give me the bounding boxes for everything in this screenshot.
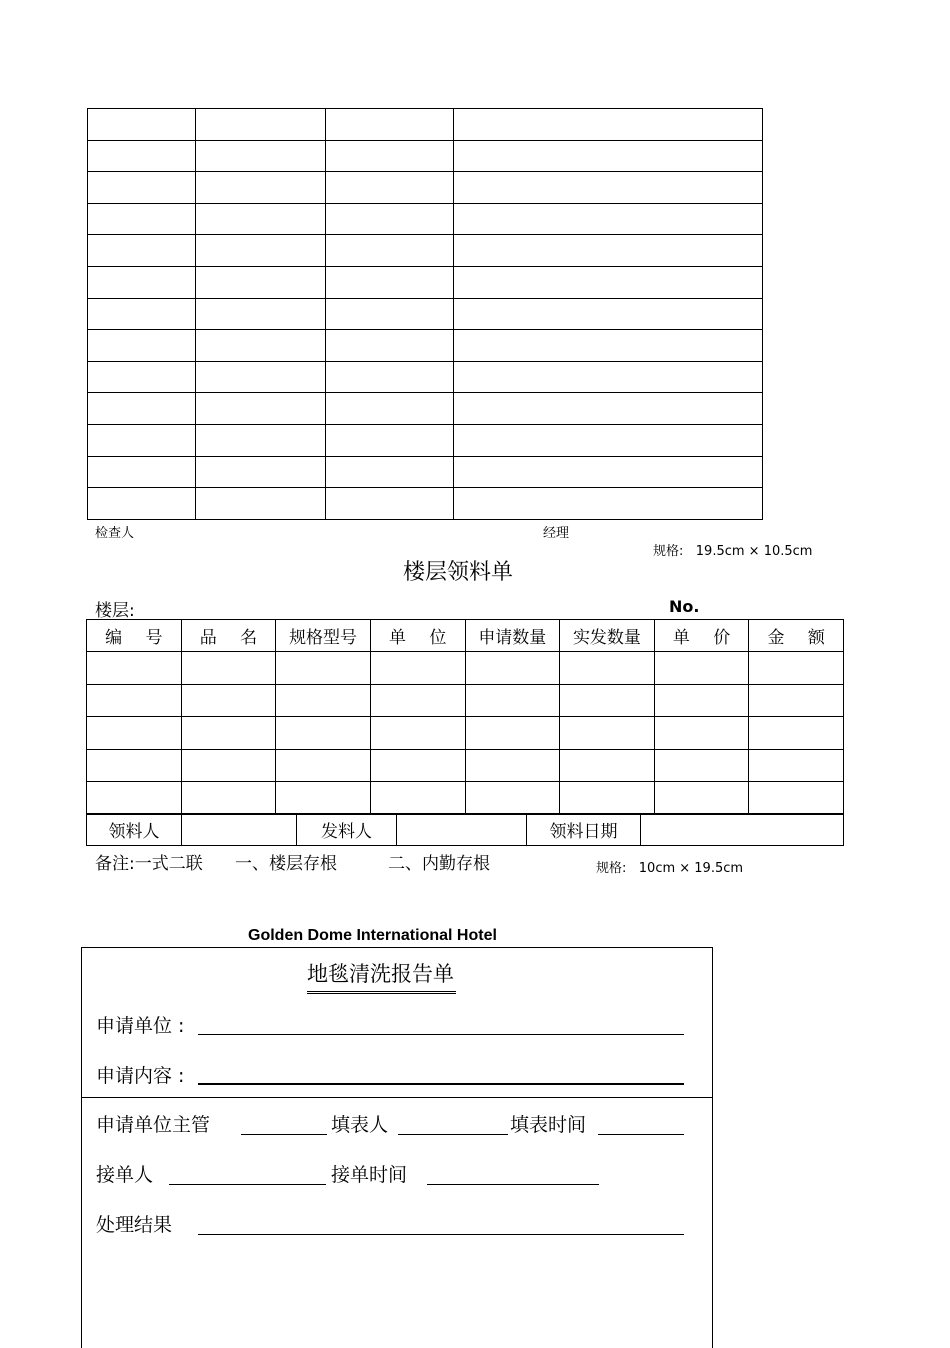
inspection-cell[interactable] [326,203,454,235]
inspection-cell[interactable] [196,298,326,330]
inspection-row [88,361,763,393]
header-spec-model: 规格型号 [276,620,371,652]
requisition-cell[interactable] [181,782,276,815]
inspection-row [88,488,763,520]
inspection-cell[interactable] [326,172,454,204]
requisition-row [87,782,844,815]
inspection-cell[interactable] [196,203,326,235]
requisition-cell[interactable] [370,749,465,782]
result-field[interactable] [198,1234,684,1235]
requisition-cell[interactable] [560,684,655,717]
requisition-cell[interactable] [87,749,182,782]
receiver-field[interactable] [169,1184,326,1185]
inspection-row [88,203,763,235]
inspection-cell[interactable] [454,266,763,298]
header-unit: 单 位 [370,620,465,652]
receiver-label: 领料人 [87,814,182,846]
requisition-row [87,684,844,717]
requisition-cell[interactable] [749,717,844,750]
unit-supervisor-label: 申请单位主管 [96,1114,211,1136]
requisition-cell[interactable] [654,684,749,717]
requisition-title: 楼层领料单 [403,560,514,585]
fill-time-field[interactable] [598,1134,684,1135]
section-divider [82,1097,712,1098]
header-requested-qty: 申请数量 [465,620,560,652]
inspection-cell[interactable] [196,235,326,267]
requisition-cell[interactable] [181,684,276,717]
inspection-cell[interactable] [454,298,763,330]
inspection-cell[interactable] [454,109,763,141]
inspection-cell[interactable] [454,488,763,520]
receiver-field[interactable] [182,814,297,846]
apply-unit-field[interactable] [198,1034,684,1035]
inspection-row [88,424,763,456]
inspection-cell[interactable] [454,235,763,267]
inspection-cell[interactable] [454,361,763,393]
manager-label: 经理 [543,526,570,541]
inspector-label: 检查人 [95,526,135,541]
inspection-cell[interactable] [88,172,196,204]
inspection-cell[interactable] [454,203,763,235]
inspection-cell[interactable] [454,172,763,204]
inspection-cell[interactable] [326,361,454,393]
header-issued-qty: 实发数量 [560,620,655,652]
inspection-cell[interactable] [326,235,454,267]
requisition-cell[interactable] [181,717,276,750]
remark-copy-1: 一、楼层存根 [235,854,337,874]
inspection-cell[interactable] [196,266,326,298]
inspection-row [88,456,763,488]
remark-copy-2: 二、内勤存根 [388,854,490,874]
requisition-cell[interactable] [465,652,560,685]
requisition-cell[interactable] [654,717,749,750]
requisition-cell[interactable] [749,782,844,815]
requisition-sign-row [86,813,844,846]
inspection-cell[interactable] [88,298,196,330]
floor-label: 楼层: [95,601,135,621]
filler-label: 填表人 [331,1114,389,1136]
inspection-cell[interactable] [88,109,196,141]
inspection-cell[interactable] [326,393,454,425]
apply-content-field[interactable] [198,1083,684,1085]
header-item-name: 品 名 [181,620,276,652]
receive-time-field[interactable] [427,1184,599,1185]
inspection-cell[interactable] [88,235,196,267]
inspection-cell[interactable] [196,172,326,204]
requisition-cell[interactable] [87,684,182,717]
date-field[interactable] [641,814,844,846]
requisition-cell[interactable] [465,717,560,750]
requisition-cell[interactable] [465,684,560,717]
requisition-spec: 规格: 10cm × 19.5cm [596,861,744,876]
requisition-cell[interactable] [276,652,371,685]
requisition-cell[interactable] [276,717,371,750]
requisition-cell[interactable] [370,684,465,717]
inspection-cell[interactable] [196,393,326,425]
requisition-cell[interactable] [560,749,655,782]
issuer-label: 发料人 [297,814,397,846]
date-label: 领料日期 [527,814,641,846]
inspection-row [88,330,763,362]
requisition-cell[interactable] [654,749,749,782]
inspection-cell[interactable] [326,266,454,298]
requisition-row [87,652,844,685]
inspection-cell[interactable] [88,456,196,488]
fill-time-label: 填表时间 [510,1114,587,1136]
header-amount: 金 额 [749,620,844,652]
requisition-row [87,749,844,782]
number-label: No. [669,597,700,616]
requisition-cell[interactable] [749,749,844,782]
inspection-cell[interactable] [88,424,196,456]
issuer-field[interactable] [397,814,527,846]
inspection-cell[interactable] [196,456,326,488]
inspection-cell[interactable] [326,109,454,141]
requisition-cell[interactable] [276,684,371,717]
inspection-cell[interactable] [326,330,454,362]
inspection-cell[interactable] [326,140,454,172]
requisition-cell[interactable] [465,749,560,782]
inspection-cell[interactable] [454,456,763,488]
apply-unit-label: 申请单位 : [96,1015,185,1037]
inspection-cell[interactable] [454,140,763,172]
receiver-label: 接单人 [96,1164,154,1186]
requisition-cell[interactable] [560,652,655,685]
requisition-cell[interactable] [749,684,844,717]
remark-prefix: 备注:一式二联 [95,854,203,874]
inspection-cell[interactable] [196,109,326,141]
inspection-row [88,140,763,172]
inspection-row [88,298,763,330]
inspection-cell[interactable] [454,393,763,425]
inspection-cell[interactable] [454,330,763,362]
unit-supervisor-field[interactable] [241,1134,327,1135]
carpet-report-form [81,947,713,1348]
requisition-cell[interactable] [654,652,749,685]
inspection-cell[interactable] [196,488,326,520]
requisition-cell[interactable] [181,749,276,782]
requisition-cell[interactable] [465,782,560,815]
requisition-cell[interactable] [181,652,276,685]
requisition-table [86,619,844,815]
inspection-cell[interactable] [454,424,763,456]
inspection-cell[interactable] [326,298,454,330]
inspection-cell[interactable] [88,140,196,172]
requisition-cell[interactable] [276,782,371,815]
report-title: 地毯清洗报告单 [307,958,456,994]
requisition-cell[interactable] [560,717,655,750]
inspection-row [88,393,763,425]
requisition-header-row [87,620,844,652]
apply-content-label: 申请内容 : [96,1065,185,1087]
inspection-cell[interactable] [88,361,196,393]
requisition-cell[interactable] [370,717,465,750]
inspection-cell[interactable] [88,393,196,425]
requisition-cell[interactable] [87,717,182,750]
requisition-cell[interactable] [654,782,749,815]
inspection-cell[interactable] [88,330,196,362]
inspection-cell[interactable] [196,330,326,362]
inspection-grid [87,108,763,520]
requisition-cell[interactable] [87,652,182,685]
requisition-cell[interactable] [560,782,655,815]
inspection-cell[interactable] [196,361,326,393]
requisition-cell[interactable] [276,749,371,782]
header-item-no: 编 号 [87,620,182,652]
inspection-row [88,172,763,204]
inspection-cell[interactable] [88,266,196,298]
inspection-row [88,266,763,298]
inspection-cell[interactable] [326,456,454,488]
receive-time-label: 接单时间 [331,1164,408,1186]
inspection-row [88,109,763,141]
header-unit-price: 单 价 [654,620,749,652]
inspection-spec: 规格: 19.5cm × 10.5cm [653,544,813,559]
requisition-cell[interactable] [87,782,182,815]
filler-field[interactable] [398,1134,508,1135]
requisition-cell[interactable] [370,652,465,685]
requisition-cell[interactable] [749,652,844,685]
inspection-cell[interactable] [326,488,454,520]
hotel-name: Golden Dome International Hotel [248,927,497,944]
result-label: 处理结果 [96,1214,173,1236]
inspection-cell[interactable] [88,488,196,520]
requisition-row [87,717,844,750]
inspection-cell[interactable] [196,424,326,456]
inspection-cell[interactable] [88,203,196,235]
inspection-cell[interactable] [196,140,326,172]
inspection-row [88,235,763,267]
inspection-cell[interactable] [326,424,454,456]
requisition-cell[interactable] [370,782,465,815]
